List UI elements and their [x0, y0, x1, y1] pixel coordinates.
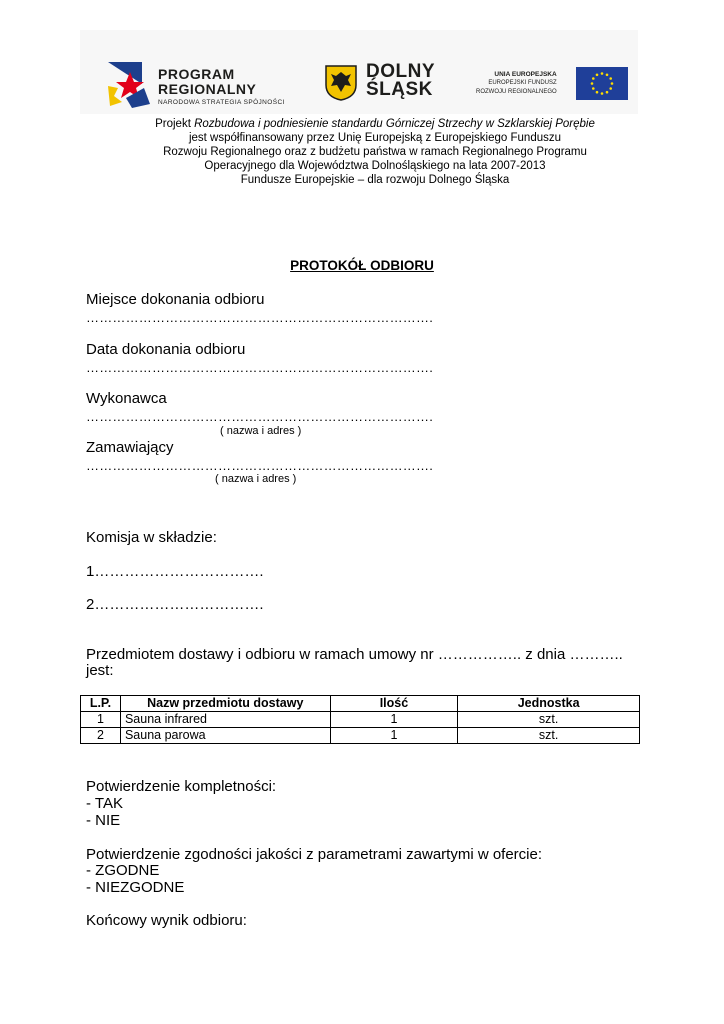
project-line3: Rozwoju Regionalnego oraz z budżetu państwa w ramach Regionalnego Programu	[163, 146, 587, 158]
commission-member-2: 2…………………………….	[86, 596, 264, 613]
cell-unit: szt.	[458, 728, 640, 744]
quality-label: Potwierdzenie zgodności jakości z parametrami zawartymi w ofercie:	[86, 846, 543, 863]
date-field: …………………………………………………………………….	[86, 360, 434, 375]
cell-lp: 1	[81, 712, 121, 728]
cell-name: Sauna infrared	[120, 712, 330, 728]
page-title: PROTOKÓŁ ODBIORU	[290, 258, 434, 273]
client-note: ( nazwa i adres )	[215, 473, 297, 485]
completeness-option-yes: - TAK	[86, 795, 123, 812]
subject-line2: jest:	[86, 662, 114, 679]
client-field: …………………………………………………………………….	[86, 458, 434, 473]
table-row	[81, 712, 640, 728]
project-line2: jest współfinansowany przez Unię Europejską z Europejskiego Funduszu	[188, 132, 562, 144]
eu-line3: ROZWOJU REGIONALNEGO	[476, 89, 557, 95]
place-field: …………………………………………………………………….	[86, 310, 434, 325]
contractor-label: Wykonawca	[86, 390, 167, 407]
contractor-note: ( nazwa i adres )	[220, 425, 302, 437]
col-header-unit: Jednostka	[458, 696, 640, 712]
commission-label: Komisja w składzie:	[86, 529, 217, 546]
eu-flag-icon	[576, 67, 628, 100]
completeness-option-no: - NIE	[86, 812, 121, 829]
quality-option-ok: - ZGODNE	[86, 862, 160, 879]
program-line1: PROGRAM	[158, 66, 235, 82]
program-line2: REGIONALNY	[158, 81, 257, 97]
items-table	[80, 695, 640, 744]
program-regionalny-text	[158, 67, 285, 106]
program-subtitle: NARODOWA STRATEGIA SPÓJNOŚCI	[158, 99, 285, 106]
eu-line2: EUROPEJSKI FUNDUSZ	[488, 80, 557, 86]
project-line5: Fundusze Europejskie – dla rozwoju Dolnego Śląska	[240, 174, 510, 186]
region-line2: ŚLĄSK	[366, 79, 433, 100]
client-label: Zamawiający	[86, 439, 174, 456]
cell-unit: szt.	[458, 712, 640, 728]
cell-qty: 1	[330, 712, 458, 728]
commission-member-1: 1…………………………….	[86, 563, 264, 580]
project-info	[130, 117, 620, 187]
contractor-field: …………………………………………………………………….	[86, 409, 434, 424]
col-header-name: Nazw przedmiotu dostawy	[120, 696, 330, 712]
eu-text	[476, 70, 557, 97]
dolny-slask-crest-icon	[325, 65, 357, 101]
region-line1: DOLNY	[366, 61, 435, 82]
eu-line1: UNIA EUROPEJSKA	[494, 71, 557, 78]
project-name: Rozbudowa i podniesienie standardu Górniczej Strzechy w Szklarskiej Porębie	[194, 118, 595, 130]
cell-name: Sauna parowa	[120, 728, 330, 744]
program-regionalny-logo-icon	[106, 58, 156, 110]
cell-qty: 1	[330, 728, 458, 744]
table-header-row	[81, 696, 640, 712]
subject-line1: Przedmiotem dostawy i odbioru w ramach umowy nr …………….. z dnia ………..	[86, 646, 623, 663]
place-label: Miejsce dokonania odbioru	[86, 291, 265, 308]
quality-option-nok: - NIEZGODNE	[86, 879, 185, 896]
dolny-slask-text	[366, 63, 435, 99]
table-row	[81, 728, 640, 744]
project-line4: Operacyjnego dla Województwa Dolnośląskiego na lata 2007-2013	[204, 160, 546, 172]
completeness-label: Potwierdzenie kompletności:	[86, 778, 277, 795]
col-header-qty: Ilość	[330, 696, 458, 712]
col-header-lp: L.P.	[81, 696, 121, 712]
cell-lp: 2	[81, 728, 121, 744]
date-label: Data dokonania odbioru	[86, 341, 246, 358]
final-result-label: Końcowy wynik odbioru:	[86, 912, 247, 929]
project-prefix: Projekt	[155, 118, 195, 130]
